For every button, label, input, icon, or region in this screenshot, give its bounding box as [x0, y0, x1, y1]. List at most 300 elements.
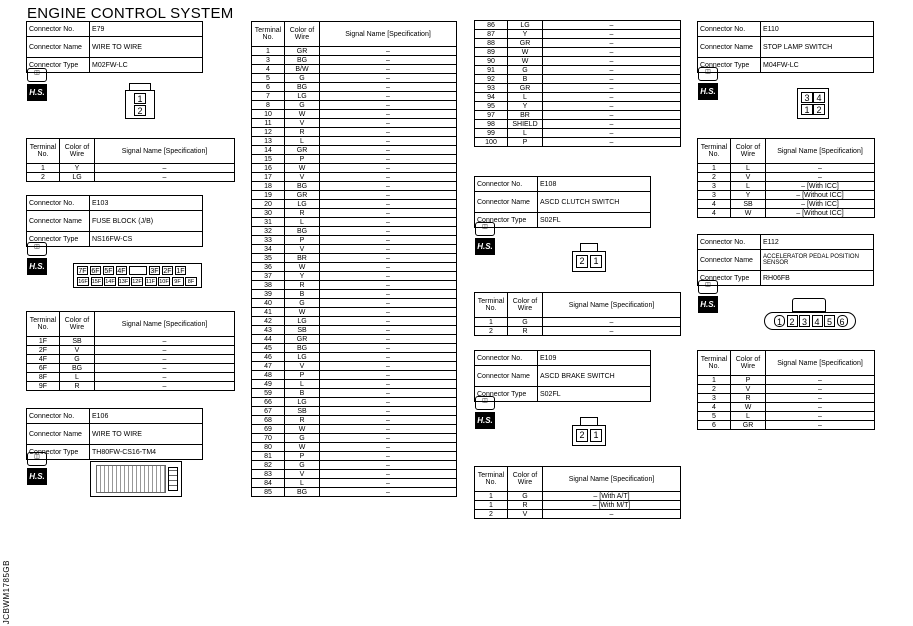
- connector-type: S02FL: [538, 387, 651, 402]
- wire-color: BR: [508, 111, 543, 120]
- wire-color: L: [731, 164, 766, 173]
- signal-name: –: [543, 318, 681, 327]
- wire-color: Y: [731, 191, 766, 200]
- signal-name: – [With ICC]: [766, 200, 875, 209]
- header-signal: Signal Name [Specification]: [543, 293, 681, 318]
- pin-label: 2: [787, 315, 798, 327]
- wire-color: GR: [508, 39, 543, 48]
- table-row: [252, 227, 457, 236]
- header-terminal-no: Terminal No.: [252, 22, 285, 47]
- signal-name: –: [543, 75, 681, 84]
- wire-color: L: [731, 412, 766, 421]
- terminal-table-e112: [697, 350, 875, 430]
- terminal-no: 3: [698, 182, 731, 191]
- terminal-no: 3: [698, 394, 731, 403]
- header-color: Color of Wire: [508, 467, 543, 492]
- wire-color: V: [285, 245, 320, 254]
- signal-name: –: [320, 209, 457, 218]
- terminal-no: 1: [698, 376, 731, 385]
- table-row: [475, 75, 681, 84]
- terminal-no: 98: [475, 120, 508, 129]
- wire-harness-icon: ◫ H.S.: [698, 67, 718, 103]
- table-row: [252, 362, 457, 371]
- table-row: [252, 146, 457, 155]
- pin-label: 16F: [78, 279, 88, 285]
- wire-color: G: [508, 66, 543, 75]
- table-row: [252, 335, 457, 344]
- table-row: [252, 92, 457, 101]
- header-terminal-no: Terminal No.: [475, 293, 508, 318]
- wire-color: W: [731, 209, 766, 218]
- wire-color: V: [731, 173, 766, 182]
- connector-no: E79: [90, 22, 203, 37]
- terminal-no: 46: [252, 353, 285, 362]
- connector-name: ASCD CLUTCH SWITCH: [538, 192, 651, 213]
- signal-name: –: [543, 120, 681, 129]
- terminal-no: 89: [475, 48, 508, 57]
- label-connector-type: Connector Type: [698, 58, 761, 73]
- signal-name: –: [95, 355, 235, 364]
- pin-label: [129, 266, 147, 275]
- terminal-table-e110: [697, 138, 875, 218]
- signal-name: –: [320, 407, 457, 416]
- label-connector-no: Connector No.: [475, 351, 538, 366]
- signal-name: –: [320, 344, 457, 353]
- terminal-no: 85: [252, 488, 285, 497]
- signal-name: –: [320, 488, 457, 497]
- table-row: [27, 346, 235, 355]
- terminal-no: 59: [252, 389, 285, 398]
- wire-color: Y: [60, 164, 95, 173]
- signal-name: –: [320, 236, 457, 245]
- wire-color: V: [508, 510, 543, 519]
- terminal-no: 8F: [27, 373, 60, 382]
- terminal-no: 67: [252, 407, 285, 416]
- terminal-no: 82: [252, 461, 285, 470]
- terminal-no: 32: [252, 227, 285, 236]
- label-connector-name: Connector Name: [698, 250, 761, 271]
- table-row: [252, 272, 457, 281]
- label-connector-no: Connector No.: [698, 22, 761, 37]
- wire-color: W: [285, 308, 320, 317]
- terminal-no: 1: [475, 501, 508, 510]
- connector-type: S02FL: [538, 213, 651, 228]
- table-row: [475, 138, 681, 147]
- wire-color: LG: [285, 92, 320, 101]
- table-row: [475, 39, 681, 48]
- hs-label: H.S.: [475, 412, 495, 429]
- pin-label: 4F: [117, 268, 126, 275]
- wire-color: SB: [285, 407, 320, 416]
- connector-info-e110: [697, 21, 874, 73]
- terminal-no: 34: [252, 245, 285, 254]
- signal-name: –: [543, 510, 681, 519]
- signal-name: –: [320, 101, 457, 110]
- signal-name: –: [766, 394, 875, 403]
- table-row: [252, 191, 457, 200]
- wire-color: BG: [60, 364, 95, 373]
- connector-no: E108: [538, 177, 651, 192]
- wire-color: W: [285, 110, 320, 119]
- connector-info-e108: [474, 176, 651, 228]
- terminal-no: 44: [252, 335, 285, 344]
- pin-label: 7F: [78, 268, 87, 275]
- wire-color: G: [60, 355, 95, 364]
- table-row: [252, 137, 457, 146]
- wire-color: GR: [285, 191, 320, 200]
- terminal-no: 3: [698, 191, 731, 200]
- table-row: [698, 209, 875, 218]
- pin-label: 1F: [176, 268, 185, 275]
- wire-color: L: [285, 479, 320, 488]
- wire-harness-icon: ◫ H.S.: [475, 222, 495, 258]
- label-connector-name: Connector Name: [27, 37, 90, 58]
- table-row: [475, 111, 681, 120]
- wire-color: BG: [285, 182, 320, 191]
- signal-name: –: [320, 443, 457, 452]
- table-row: [252, 173, 457, 182]
- signal-name: –: [320, 146, 457, 155]
- wire-color: V: [60, 346, 95, 355]
- pin-label: 15F: [91, 279, 102, 285]
- wire-color: BG: [285, 344, 320, 353]
- signal-name: –: [543, 48, 681, 57]
- terminal-no: 4: [698, 209, 731, 218]
- signal-name: –: [320, 200, 457, 209]
- table-row: [252, 101, 457, 110]
- signal-name: –: [320, 335, 457, 344]
- wire-color: R: [285, 209, 320, 218]
- pin-label: 1: [801, 104, 813, 115]
- terminal-no: 84: [252, 479, 285, 488]
- table-row: [475, 492, 681, 501]
- table-row: [252, 470, 457, 479]
- signal-name: –: [95, 337, 235, 346]
- terminal-no: 1: [252, 47, 285, 56]
- connector-name: FUSE BLOCK (J/B): [90, 211, 203, 232]
- connector-face-e109: [572, 417, 606, 446]
- wire-color: G: [285, 74, 320, 83]
- terminal-no: 1: [698, 164, 731, 173]
- wire-color: L: [285, 380, 320, 389]
- wire-color: G: [285, 101, 320, 110]
- pin-label: 2: [134, 105, 146, 116]
- table-row: [27, 164, 235, 173]
- terminal-no: 47: [252, 362, 285, 371]
- pin-label: 2: [576, 255, 588, 268]
- terminal-no: 5: [252, 74, 285, 83]
- signal-name: –: [95, 173, 235, 182]
- pin-label: 8F: [185, 277, 197, 286]
- hs-label: H.S.: [698, 296, 718, 313]
- pin-label: 11F: [145, 279, 156, 285]
- connector-no: E106: [90, 409, 203, 424]
- table-row: [252, 119, 457, 128]
- wire-color: GR: [508, 84, 543, 93]
- terminal-no: 1: [27, 164, 60, 173]
- connector-name: ASCD BRAKE SWITCH: [538, 366, 651, 387]
- wire-color: V: [285, 470, 320, 479]
- signal-name: –: [320, 137, 457, 146]
- signal-name: – [Without ICC]: [766, 191, 875, 200]
- table-row: [27, 355, 235, 364]
- table-row: [475, 129, 681, 138]
- terminal-no: 8: [252, 101, 285, 110]
- label-connector-type: Connector Type: [698, 271, 761, 286]
- wire-color: BG: [285, 56, 320, 65]
- table-row: [475, 84, 681, 93]
- wire-color: W: [285, 164, 320, 173]
- terminal-table-e106: [251, 21, 457, 497]
- wire-color: W: [508, 48, 543, 57]
- signal-name: –: [320, 83, 457, 92]
- wire-harness-icon: ◫ H.S.: [27, 68, 47, 104]
- table-row: [252, 200, 457, 209]
- table-row: [252, 434, 457, 443]
- terminal-no: 39: [252, 290, 285, 299]
- table-row: [475, 48, 681, 57]
- hs-label: H.S.: [698, 83, 718, 100]
- connector-name: WIRE TO WIRE: [90, 37, 203, 58]
- table-row: [475, 66, 681, 75]
- pin-label: 4: [813, 92, 825, 103]
- wire-color: V: [285, 173, 320, 182]
- header-terminal-no: Terminal No.: [27, 312, 60, 337]
- wire-color: BG: [285, 488, 320, 497]
- terminal-no: 83: [252, 470, 285, 479]
- signal-name: –: [320, 290, 457, 299]
- terminal-no: 3: [252, 56, 285, 65]
- table-row: [252, 308, 457, 317]
- header-terminal-no: Terminal No.: [475, 467, 508, 492]
- wire-color: LG: [285, 353, 320, 362]
- wire-color: W: [285, 263, 320, 272]
- wire-color: R: [508, 501, 543, 510]
- signal-name: –: [766, 421, 875, 430]
- signal-name: –: [320, 308, 457, 317]
- header-signal: Signal Name [Specification]: [95, 139, 235, 164]
- hs-label: H.S.: [475, 238, 495, 255]
- signal-name: –: [320, 254, 457, 263]
- label-connector-name: Connector Name: [698, 37, 761, 58]
- terminal-no: 70: [252, 434, 285, 443]
- terminal-table-e79: [26, 138, 235, 182]
- table-row: [698, 394, 875, 403]
- terminal-no: 17: [252, 173, 285, 182]
- terminal-no: 4: [698, 200, 731, 209]
- table-row: [475, 102, 681, 111]
- pin-label: 5F: [104, 268, 113, 275]
- table-row: [252, 218, 457, 227]
- signal-name: –: [766, 412, 875, 421]
- wire-color: R: [508, 327, 543, 336]
- signal-name: –: [320, 272, 457, 281]
- table-row: [252, 380, 457, 389]
- connector-face-e110: [797, 88, 829, 119]
- wire-color: P: [285, 155, 320, 164]
- signal-name: –: [320, 164, 457, 173]
- wire-color: G: [285, 461, 320, 470]
- table-row: [252, 56, 457, 65]
- label-connector-no: Connector No.: [27, 409, 90, 424]
- signal-name: –: [320, 416, 457, 425]
- table-row: [252, 182, 457, 191]
- wire-color: GR: [285, 146, 320, 155]
- terminal-no: 4: [252, 65, 285, 74]
- pin-label: 9F: [172, 277, 184, 286]
- signal-name: – [With ICC]: [766, 182, 875, 191]
- wire-color: L: [285, 218, 320, 227]
- terminal-no: 30: [252, 209, 285, 218]
- table-row: [698, 200, 875, 209]
- signal-name: – [With A/T]: [543, 492, 681, 501]
- terminal-no: 45: [252, 344, 285, 353]
- wire-color: L: [60, 373, 95, 382]
- pin-label: 4: [812, 315, 823, 327]
- terminal-no: 33: [252, 236, 285, 245]
- header-terminal-no: Terminal No.: [698, 351, 731, 376]
- table-row: [252, 65, 457, 74]
- wire-color: W: [508, 57, 543, 66]
- wire-color: SHIELD: [508, 120, 543, 129]
- signal-name: –: [320, 317, 457, 326]
- wire-color: R: [285, 281, 320, 290]
- table-row: [475, 93, 681, 102]
- connector-name: WIRE TO WIRE: [90, 424, 203, 445]
- wire-color: B: [285, 389, 320, 398]
- connector-face-e79: [125, 83, 155, 119]
- wire-color: R: [285, 416, 320, 425]
- table-row: [252, 74, 457, 83]
- wire-color: R: [60, 382, 95, 391]
- terminal-no: 6: [698, 421, 731, 430]
- signal-name: –: [766, 173, 875, 182]
- pin-label: 3: [801, 92, 813, 103]
- header-terminal-no: Terminal No.: [27, 139, 60, 164]
- signal-name: –: [320, 191, 457, 200]
- wire-color: L: [285, 137, 320, 146]
- terminal-no: 20: [252, 200, 285, 209]
- terminal-no: 49: [252, 380, 285, 389]
- terminal-no: 36: [252, 263, 285, 272]
- label-connector-name: Connector Name: [27, 424, 90, 445]
- wire-color: P: [508, 138, 543, 147]
- signal-name: –: [320, 452, 457, 461]
- connector-info-e109: [474, 350, 651, 402]
- label-connector-no: Connector No.: [475, 177, 538, 192]
- terminal-no: 2: [698, 385, 731, 394]
- connector-type: M04FW-LC: [761, 58, 874, 73]
- wire-harness-icon: ◫ H.S.: [698, 280, 718, 316]
- connector-face-e112: [764, 298, 856, 331]
- terminal-no: 99: [475, 129, 508, 138]
- table-row: [698, 164, 875, 173]
- table-row: [698, 376, 875, 385]
- header-signal: Signal Name [Specification]: [320, 22, 457, 47]
- wire-harness-icon: ◫ H.S.: [475, 396, 495, 432]
- table-row: [475, 327, 681, 336]
- terminal-no: 87: [475, 30, 508, 39]
- terminal-table-e106-cont: [474, 20, 681, 147]
- signal-name: –: [320, 56, 457, 65]
- signal-name: –: [320, 92, 457, 101]
- connector-name: ACCELERATOR PEDAL POSITION SENSOR: [761, 250, 874, 271]
- wire-color: G: [508, 492, 543, 501]
- wire-color: R: [285, 128, 320, 137]
- table-row: [252, 488, 457, 497]
- pin-label: 5: [824, 315, 835, 327]
- signal-name: –: [543, 66, 681, 75]
- terminal-no: 66: [252, 398, 285, 407]
- wire-color: Y: [508, 102, 543, 111]
- pin-label: 14F: [105, 279, 115, 285]
- wire-color: LG: [285, 317, 320, 326]
- diagram-id: JCBWM1785GB: [2, 560, 11, 625]
- wire-color: L: [508, 93, 543, 102]
- label-connector-type: Connector Type: [27, 232, 90, 247]
- table-row: [252, 353, 457, 362]
- wire-color: GR: [285, 335, 320, 344]
- header-signal: Signal Name [Specification]: [766, 351, 875, 376]
- table-row: [27, 337, 235, 346]
- hs-label: H.S.: [27, 84, 47, 101]
- table-row: [698, 182, 875, 191]
- terminal-table-e109: [474, 466, 681, 519]
- wire-color: LG: [508, 21, 543, 30]
- signal-name: –: [95, 382, 235, 391]
- signal-name: –: [320, 110, 457, 119]
- wire-color: L: [508, 129, 543, 138]
- wire-color: B: [285, 290, 320, 299]
- label-connector-no: Connector No.: [698, 235, 761, 250]
- signal-name: –: [543, 57, 681, 66]
- terminal-no: 69: [252, 425, 285, 434]
- terminal-no: 4F: [27, 355, 60, 364]
- table-row: [475, 21, 681, 30]
- wire-color: BG: [285, 227, 320, 236]
- signal-name: –: [543, 138, 681, 147]
- signal-name: – [Without ICC]: [766, 209, 875, 218]
- signal-name: –: [320, 218, 457, 227]
- table-row: [252, 443, 457, 452]
- table-row: [27, 373, 235, 382]
- pin-label: 12F: [132, 279, 142, 285]
- terminal-no: 2: [475, 510, 508, 519]
- page-title: ENGINE CONTROL SYSTEM: [27, 5, 234, 22]
- header-color: Color of Wire: [508, 293, 543, 318]
- wire-color: G: [285, 434, 320, 443]
- header-color: Color of Wire: [731, 139, 766, 164]
- wire-color: SB: [60, 337, 95, 346]
- signal-name: –: [543, 84, 681, 93]
- pin-label: 2F: [163, 268, 172, 275]
- signal-name: –: [320, 227, 457, 236]
- terminal-no: 91: [475, 66, 508, 75]
- pin-label: 3: [799, 315, 810, 327]
- signal-name: –: [320, 182, 457, 191]
- table-row: [27, 173, 235, 182]
- wire-color: GR: [731, 421, 766, 430]
- header-signal: Signal Name [Specification]: [766, 139, 875, 164]
- table-row: [475, 510, 681, 519]
- signal-name: –: [320, 119, 457, 128]
- table-row: [252, 254, 457, 263]
- header-signal: Signal Name [Specification]: [543, 467, 681, 492]
- table-row: [252, 398, 457, 407]
- signal-name: –: [766, 376, 875, 385]
- table-row: [252, 326, 457, 335]
- wire-color: W: [285, 443, 320, 452]
